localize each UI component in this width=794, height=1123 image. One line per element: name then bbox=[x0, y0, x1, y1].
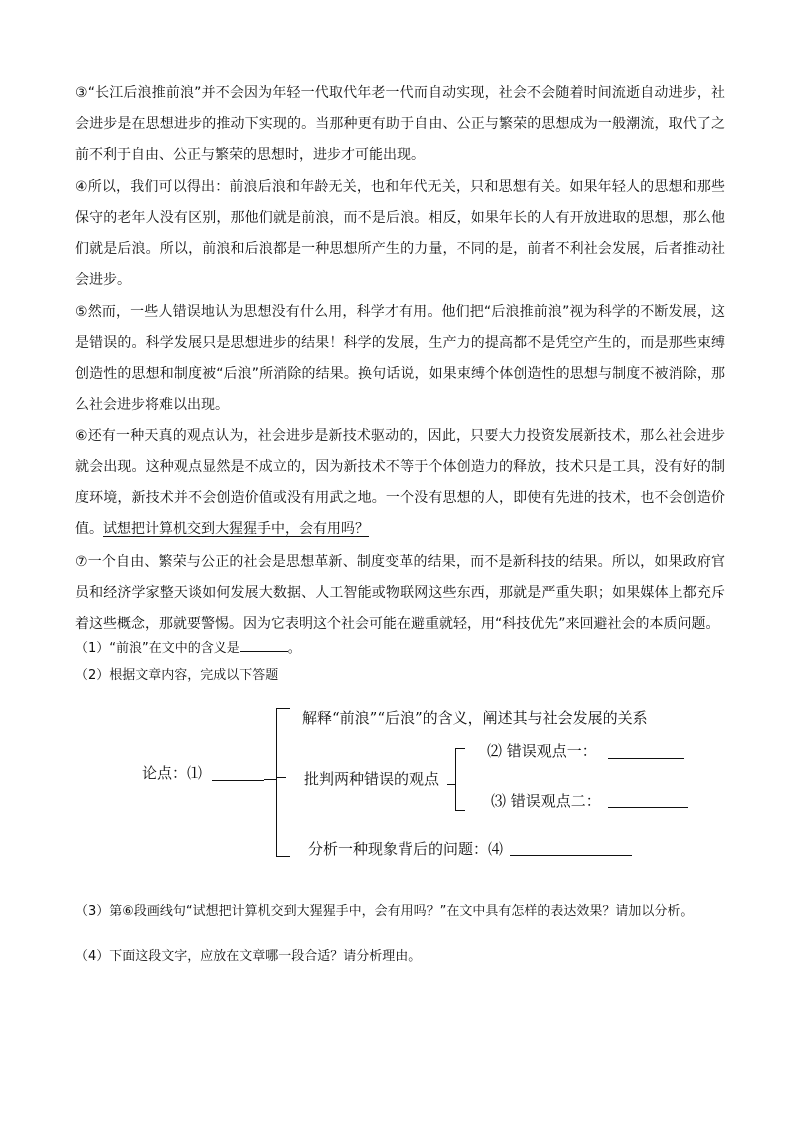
bracket-bottom-tick bbox=[276, 856, 290, 857]
error-view-2-blank[interactable] bbox=[608, 807, 688, 808]
sub-bracket-connector bbox=[447, 784, 455, 785]
question-1-end: 。 bbox=[287, 641, 301, 656]
sub-bracket-top-tick bbox=[455, 748, 465, 749]
paragraph-5: ⑤然而，一些人错误地认为思想没有什么用，科学才有用。他们把“后浪推前浪”视为科学的不断发展，这是错误的。科学发展只是思想进步的结果！科学的发展，生产力的提高都不是凭空产生的，而是那些束缚创造性的思想和制度被“后浪”所消除的结果。换句话说，如果束缚个体创造性的思想与制度不被消除，那么社会进步将难以出现。 bbox=[75, 304, 725, 413]
paragraph-7: ⑦一个自由、繁荣与公正的社会是思想革新、制度变革的结果，而不是新科技的结果。所以，如果政府官员和经济学家整天谈如何发展大数据、人工智能或物联网这些东西，那就是严重失职；如果媒体上都充斥着这些概念，那就要警惕。因为它表明这个社会可能在避重就轻，用“科技优先”来回避社会的本质问题。 bbox=[75, 554, 725, 632]
error-view-1-label: ⑵ 错误观点一： bbox=[487, 742, 597, 760]
question-1-text: （1）“前浪”在文中的含义是 bbox=[75, 641, 240, 656]
sub-bracket-line bbox=[455, 748, 456, 811]
paragraph-6-text: ⑥还有一种天真的观点认为，社会进步是新技术驱动的，因此，只要大力投资发展新技术，那么社会进步就会出现。这种观点显然是不成立的，因为新技术不等于个体创造力的释放，技术只是工具，没有好的制度环境，新技术并不会创造价值或没有用武之地。一个没有思想的人，即使有先进的技术，也不会创造价值。 bbox=[75, 428, 725, 537]
branch-explain-terms: 解释“前浪”“后浪”的含义，阐述其与社会发展的关系 bbox=[302, 709, 648, 727]
root-answer-blank[interactable] bbox=[212, 780, 264, 781]
main-bracket-line bbox=[276, 708, 277, 857]
diagram-root-label: 论点：⑴ bbox=[142, 764, 203, 782]
question-1 bbox=[75, 637, 725, 661]
underlined-sentence: 试想把计算机交到大猩猩手中，会有用吗？ bbox=[103, 521, 369, 537]
paragraph-6 bbox=[75, 421, 725, 545]
question-4: （4）下面这段文字，应放在文章哪一段合适？请分析理由。 bbox=[75, 949, 422, 964]
bracket-top-tick bbox=[276, 708, 290, 709]
paragraph-3: ③“长江后浪推前浪”并不会因为年轻一代取代年老一代而自动实现，社会不会随着时间流逝自动进步，社会进步是在思想进步的推动下实现的。当那种更有助于自由、公正与繁荣的思想成为一般潮流，取代了之前不利于自由、公正与繁荣的思想时，进步才可能出现。 bbox=[75, 85, 725, 163]
question-2: （2）根据文章内容，完成以下答题 bbox=[75, 668, 279, 683]
phenomenon-answer-blank[interactable] bbox=[510, 855, 632, 856]
answer-blank[interactable] bbox=[240, 637, 288, 652]
branch-analyze-phenomenon: 分析一种现象背后的问题：⑷ bbox=[308, 840, 504, 858]
question-3: （3）第⑥段画线句“试想把计算机交到大猩猩手中，会有用吗？”在文中具有怎样的表达效果？请加以分析。 bbox=[75, 904, 694, 919]
error-view-2-label: ⑶ 错误观点二： bbox=[491, 792, 601, 810]
error-view-1-blank[interactable] bbox=[608, 758, 684, 759]
sub-bracket-bottom-tick bbox=[455, 810, 465, 811]
argument-structure-diagram bbox=[130, 690, 720, 870]
root-connector bbox=[264, 779, 276, 780]
branch-criticize-errors: 批判两种错误的观点 bbox=[304, 770, 440, 788]
bracket-middle-tick bbox=[276, 777, 286, 778]
paragraph-4: ④所以，我们可以得出：前浪后浪和年龄无关，也和年代无关，只和思想有关。如果年轻人的思想和那些保守的老年人没有区别，那他们就是前浪，而不是后浪。相反，如果年长的人有开放进取的思想，那么他们就是后浪。所以，前浪和后浪都是一种思想所产生的力量，不同的是，前者不利社会发展，后者推动社会进步。 bbox=[75, 179, 725, 288]
